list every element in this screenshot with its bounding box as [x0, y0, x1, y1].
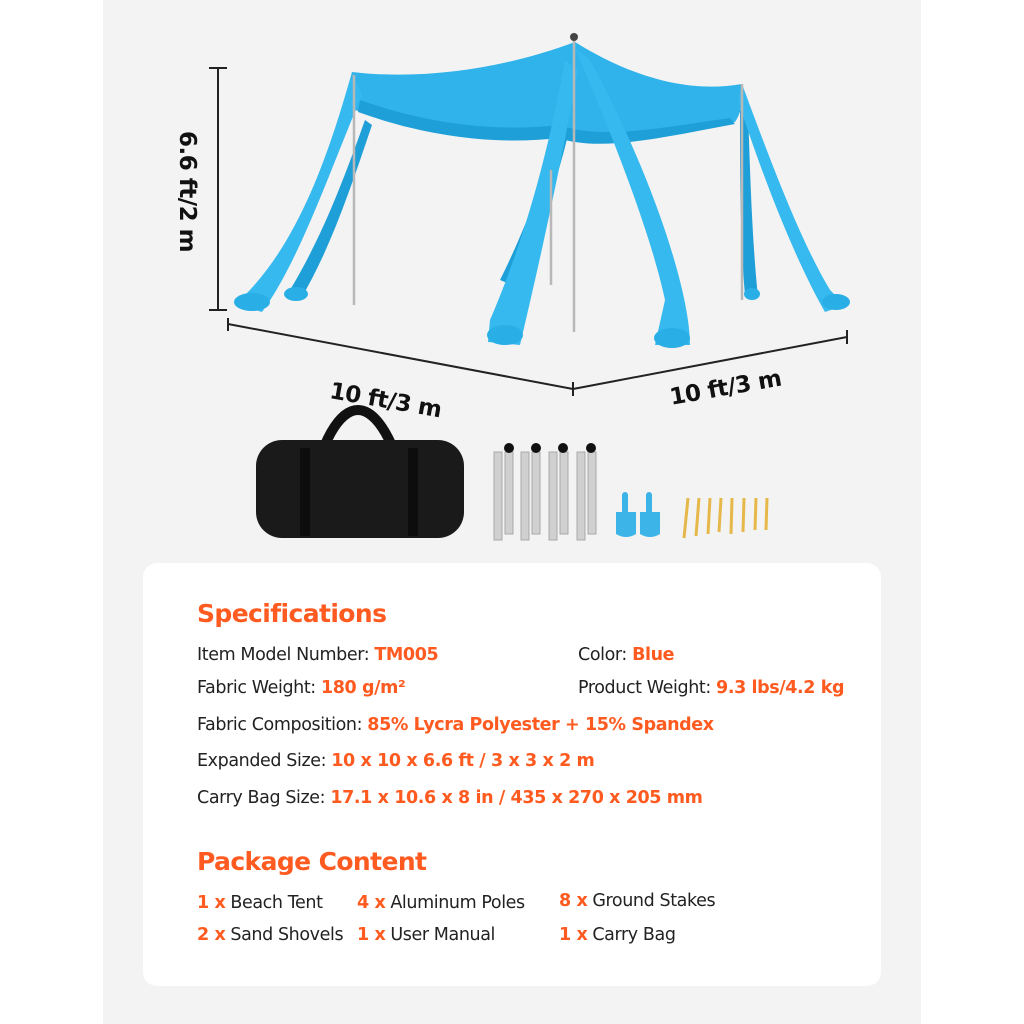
width-left-dimension-label: 10 ft/3 m [327, 378, 444, 424]
expanded-size-label: Expanded Size: [197, 751, 327, 771]
package-content-title: Package Content [197, 847, 427, 876]
package-item-qty: 4 x [357, 893, 386, 913]
package-item-name: Sand Shovels [230, 925, 344, 945]
sand-shovels-image [616, 492, 660, 537]
package-item [559, 891, 715, 911]
package-item-name: User Manual [390, 925, 496, 945]
carry-bag-size-row [197, 788, 702, 808]
package-item [559, 925, 676, 945]
package-item-name: Aluminum Poles [390, 893, 525, 913]
package-item-name: Ground Stakes [592, 891, 716, 911]
color-row [578, 645, 674, 665]
height-dimension-line [209, 68, 227, 310]
aluminum-poles-image [494, 443, 596, 540]
package-item-name: Beach Tent [230, 893, 323, 913]
fabric-composition-row [197, 715, 714, 735]
fabric-composition-value: 85% Lycra Polyester + 15% Spandex [367, 715, 714, 735]
package-item-qty: 2 x [197, 925, 226, 945]
expanded-size-row [197, 751, 594, 771]
beach-tent [234, 33, 850, 348]
model-number-label: Item Model Number: [197, 645, 370, 665]
height-dimension-label: 6.6 ft/2 m [174, 131, 200, 253]
carry-bag-image [256, 410, 464, 538]
package-item-qty: 1 x [197, 893, 226, 913]
product-weight-value: 9.3 lbs/4.2 kg [716, 678, 845, 698]
color-label: Color: [578, 645, 627, 665]
width-right-dimension-label: 10 ft/3 m [667, 365, 784, 411]
ground-stakes-image [684, 498, 767, 538]
expanded-size-value: 10 x 10 x 6.6 ft / 3 x 3 x 2 m [331, 751, 595, 771]
package-item-qty: 1 x [559, 925, 588, 945]
carry-bag-size-value: 17.1 x 10.6 x 8 in / 435 x 270 x 205 mm [330, 788, 703, 808]
color-value: Blue [632, 645, 675, 665]
model-number-value: TM005 [374, 645, 439, 665]
carry-bag-size-label: Carry Bag Size: [197, 788, 326, 808]
fabric-composition-label: Fabric Composition: [197, 715, 363, 735]
package-item [357, 893, 525, 913]
specifications-title: Specifications [197, 599, 387, 628]
package-item-qty: 1 x [357, 925, 386, 945]
fabric-weight-row [197, 678, 405, 698]
package-item [197, 925, 343, 945]
package-item [357, 925, 495, 945]
fabric-weight-value: 180 g/m² [320, 678, 406, 698]
product-weight-row [578, 678, 844, 698]
fabric-weight-label: Fabric Weight: [197, 678, 316, 698]
package-item-qty: 8 x [559, 891, 588, 911]
package-item [197, 893, 323, 913]
model-number-row [197, 645, 438, 665]
product-weight-label: Product Weight: [578, 678, 711, 698]
package-item-name: Carry Bag [592, 925, 676, 945]
specifications-card [143, 563, 881, 986]
